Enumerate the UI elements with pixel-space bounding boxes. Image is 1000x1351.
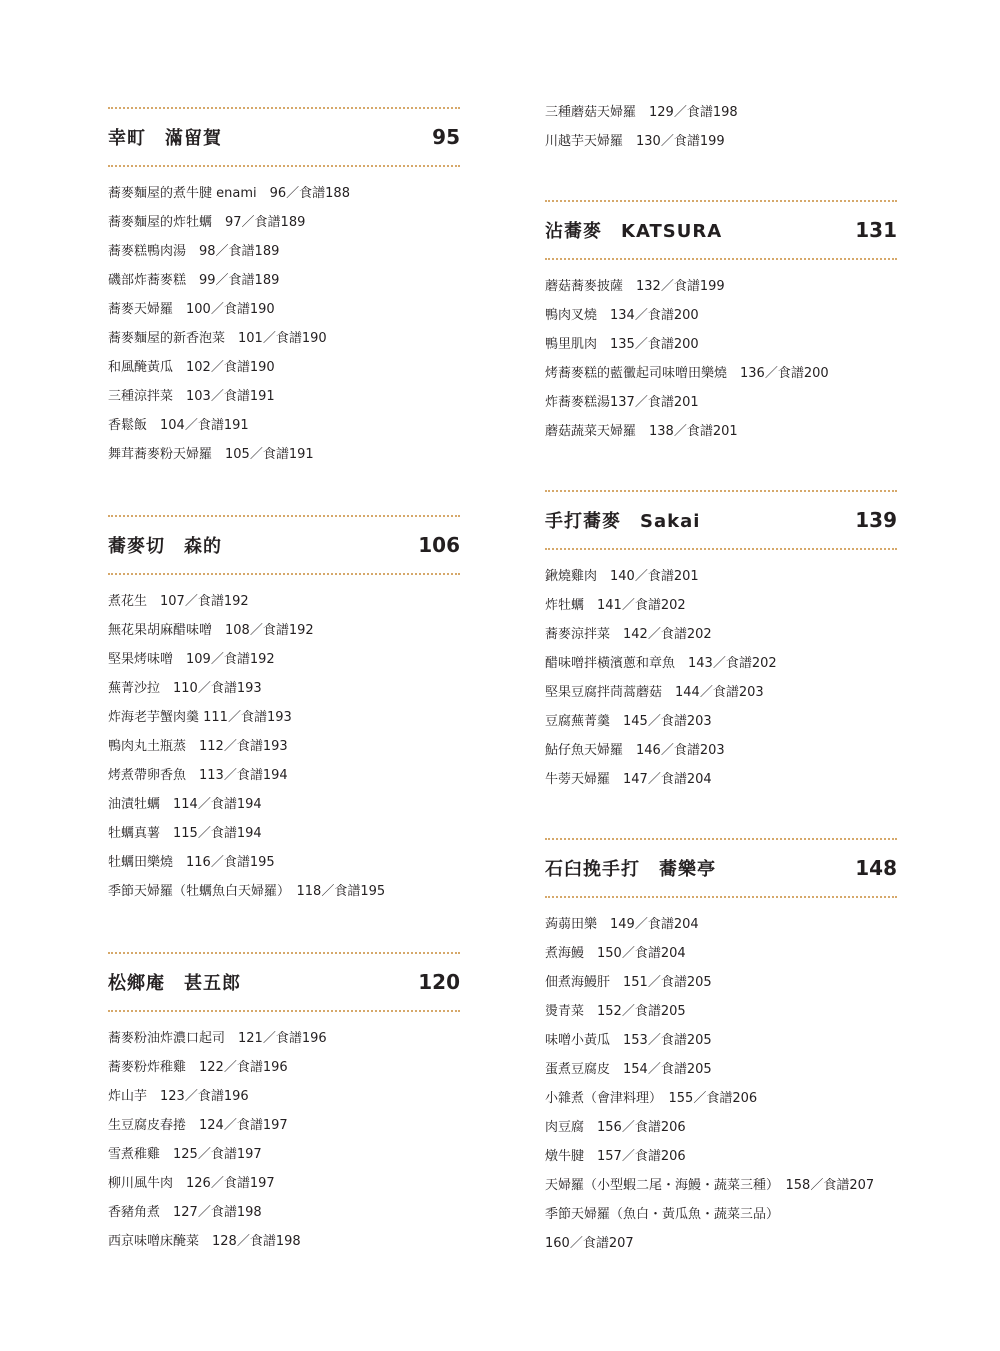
section-item-list — [108, 575, 460, 906]
section-header — [108, 954, 460, 1010]
list-item: 牛蒡天婦羅 147／食譜204 — [545, 772, 712, 787]
list-item: 炸海老芋蟹肉羹 111／食譜193 — [108, 710, 292, 725]
list-item: 雪煮稚雞 125／食譜197 — [108, 1147, 262, 1162]
list-item: 三種蘑菇天婦羅 129／食譜198 — [545, 105, 738, 120]
list-item: 蕎麥粉炸稚雞 122／食譜196 — [108, 1060, 288, 1075]
list-item: 季節天婦羅（牡蠣魚白天婦羅） 118／食譜195 — [108, 884, 386, 899]
section-item-list — [545, 898, 897, 1258]
section-item-list — [545, 260, 897, 446]
list-item: 燙青菜 152／食譜205 — [545, 1004, 686, 1019]
list-item: 炸蕎麥糕湯137／食譜201 — [545, 395, 699, 410]
list-item: 煮花生 107／食譜192 — [108, 594, 249, 609]
section-page-number: 139 — [855, 508, 897, 532]
list-item: 蘑菇蕎麥披薩 132／食譜199 — [545, 279, 725, 294]
list-item: 三種涼拌菜 103／食譜191 — [108, 389, 275, 404]
list-item: 鮎仔魚天婦羅 146／食譜203 — [545, 743, 725, 758]
list-item: 生豆腐皮春捲 124／食譜197 — [108, 1118, 288, 1133]
continued-item-list — [545, 98, 897, 156]
section-header — [545, 840, 897, 896]
list-item: 蕎麥麵屋的炸牡蠣 97／食譜189 — [108, 215, 306, 230]
list-item: 蒟蒻田樂 149／食譜204 — [545, 917, 699, 932]
list-item: 蕎麥涼拌菜 142／食譜202 — [545, 627, 712, 642]
list-item: 醋味噌拌橫濱蔥和章魚 143／食譜202 — [545, 656, 777, 671]
section-header — [108, 109, 460, 165]
section-item-list — [108, 1012, 460, 1256]
list-item: 鴨里肌肉 135／食譜200 — [545, 337, 699, 352]
list-item: 小雜煮（會津料理） 155／食譜206 — [545, 1091, 758, 1106]
left-column — [108, 0, 460, 1256]
list-item: 香鬆飯 104／食譜191 — [108, 418, 249, 433]
list-item: 佃煮海鰻肝 151／食譜205 — [545, 975, 712, 990]
list-item: 蕎麥粉油炸濃口起司 121／食譜196 — [108, 1031, 327, 1046]
section-page-number: 106 — [418, 533, 460, 557]
list-item: 蕎麥麵屋的煮牛腱 enami 96／食譜188 — [108, 186, 350, 201]
right-column — [545, 0, 897, 1258]
list-item: 肉豆腐 156／食譜206 — [545, 1120, 686, 1135]
section-page-number: 95 — [432, 125, 460, 149]
list-item: 天婦羅（小型蝦二尾・海鰻・蔬菜三種） 158／食譜207 — [545, 1178, 875, 1193]
list-item: 牡蠣真薯 115／食譜194 — [108, 826, 262, 841]
list-item: 蘑菇蔬菜天婦羅 138／食譜201 — [545, 424, 738, 439]
list-item: 鴨肉丸土瓶蒸 112／食譜193 — [108, 739, 288, 754]
list-item: 季節天婦羅（魚白・黃瓜魚・蔬菜三品） — [545, 1207, 780, 1222]
section-title: 石臼挽手打 蕎樂亭 — [545, 859, 716, 880]
list-item: 香豬角煮 127／食譜198 — [108, 1205, 262, 1220]
section-header — [545, 202, 897, 258]
section-title: 沾蕎麥 KATSURA — [545, 221, 723, 242]
list-item: 蕪菁沙拉 110／食譜193 — [108, 681, 262, 696]
section-title: 幸町 滿留賀 — [108, 128, 222, 149]
list-item: 烤蕎麥糕的藍黴起司味噌田樂燒 136／食譜200 — [545, 366, 829, 381]
list-item: 蕎麥麵屋的新香泡菜 101／食譜190 — [108, 331, 327, 346]
list-item: 豆腐蕪菁羹 145／食譜203 — [545, 714, 712, 729]
list-item: 西京味噌床醃菜 128／食譜198 — [108, 1234, 301, 1249]
list-item: 蕎麥天婦羅 100／食譜190 — [108, 302, 275, 317]
section-title: 手打蕎麥 Sakai — [545, 511, 701, 532]
list-item: 炸牡蠣 141／食譜202 — [545, 598, 686, 613]
list-item: 無花果胡麻醋味噌 108／食譜192 — [108, 623, 314, 638]
section-header — [545, 492, 897, 548]
list-item: 堅果烤味噌 109／食譜192 — [108, 652, 275, 667]
list-item: 牡蠣田樂燒 116／食譜195 — [108, 855, 275, 870]
section-item-list — [545, 550, 897, 794]
list-item: 油漬牡蠣 114／食譜194 — [108, 797, 262, 812]
list-item: 舞茸蕎麥粉天婦羅 105／食譜191 — [108, 447, 314, 462]
section-page-number: 120 — [418, 970, 460, 994]
list-item: 柳川風牛肉 126／食譜197 — [108, 1176, 275, 1191]
list-item: 160／食譜207 — [545, 1236, 634, 1251]
section-page-number: 148 — [855, 856, 897, 880]
section-page-number: 131 — [855, 218, 897, 242]
list-item: 和風醃黃瓜 102／食譜190 — [108, 360, 275, 375]
list-item: 磯部炸蕎麥糕 99／食譜189 — [108, 273, 280, 288]
section-item-list — [108, 167, 460, 469]
section-header — [108, 517, 460, 573]
section-title: 松鄉庵 甚五郎 — [108, 973, 241, 994]
section-title: 蕎麥切 森的 — [108, 536, 222, 557]
list-item: 蕎麥糕鴨肉湯 98／食譜189 — [108, 244, 280, 259]
list-item: 鴨肉叉燒 134／食譜200 — [545, 308, 699, 323]
list-item: 蛋煮豆腐皮 154／食譜205 — [545, 1062, 712, 1077]
list-item: 川越芋天婦羅 130／食譜199 — [545, 134, 725, 149]
list-item: 烤煮帶卵香魚 113／食譜194 — [108, 768, 288, 783]
list-item: 燉牛腱 157／食譜206 — [545, 1149, 686, 1164]
list-item: 味噌小黃瓜 153／食譜205 — [545, 1033, 712, 1048]
list-item: 炸山芋 123／食譜196 — [108, 1089, 249, 1104]
list-item: 煮海鰻 150／食譜204 — [545, 946, 686, 961]
list-item: 堅果豆腐拌茼蒿蘑菇 144／食譜203 — [545, 685, 764, 700]
list-item: 鍬燒雞肉 140／食譜201 — [545, 569, 699, 584]
